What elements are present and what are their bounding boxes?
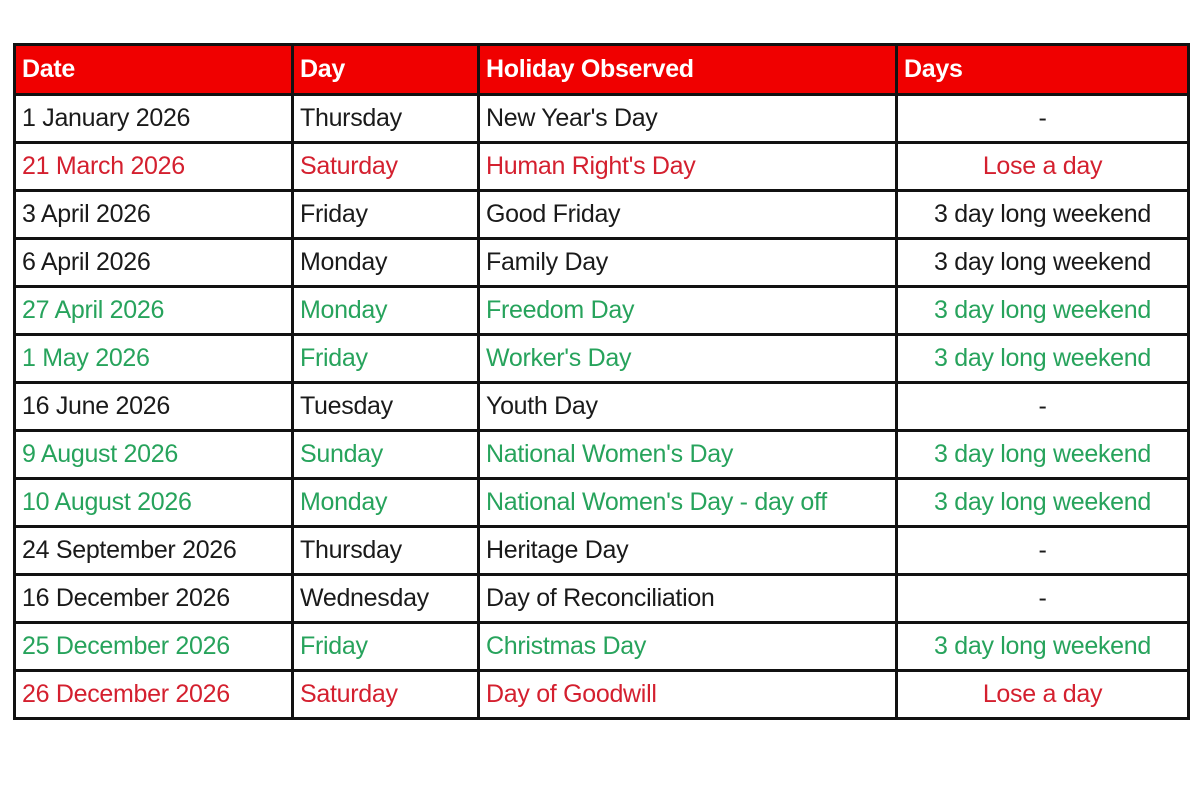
table-row bbox=[15, 287, 1189, 335]
date-cell: 27 April 2026 bbox=[15, 287, 293, 335]
date-cell: 10 August 2026 bbox=[15, 479, 293, 527]
header-row bbox=[15, 45, 1189, 95]
days-cell: 3 day long weekend bbox=[897, 479, 1189, 527]
holiday-cell: Christmas Day bbox=[479, 623, 897, 671]
table-row bbox=[15, 95, 1189, 143]
header-holiday: Holiday Observed bbox=[479, 45, 897, 95]
header-days: Days bbox=[897, 45, 1189, 95]
table-row bbox=[15, 671, 1189, 719]
day-cell: Thursday bbox=[293, 527, 479, 575]
table-row bbox=[15, 623, 1189, 671]
date-cell: 26 December 2026 bbox=[15, 671, 293, 719]
day-cell: Saturday bbox=[293, 671, 479, 719]
days-cell: Lose a day bbox=[897, 143, 1189, 191]
date-cell: 3 April 2026 bbox=[15, 191, 293, 239]
days-cell: - bbox=[897, 575, 1189, 623]
days-cell: - bbox=[897, 527, 1189, 575]
day-cell: Thursday bbox=[293, 95, 479, 143]
date-cell: 1 May 2026 bbox=[15, 335, 293, 383]
day-cell: Wednesday bbox=[293, 575, 479, 623]
date-cell: 25 December 2026 bbox=[15, 623, 293, 671]
days-cell: 3 day long weekend bbox=[897, 623, 1189, 671]
table-row bbox=[15, 335, 1189, 383]
holiday-cell: Family Day bbox=[479, 239, 897, 287]
day-cell: Monday bbox=[293, 239, 479, 287]
days-cell: - bbox=[897, 383, 1189, 431]
header-day: Day bbox=[293, 45, 479, 95]
table-row bbox=[15, 479, 1189, 527]
day-cell: Monday bbox=[293, 479, 479, 527]
date-cell: 16 June 2026 bbox=[15, 383, 293, 431]
table-row bbox=[15, 575, 1189, 623]
day-cell: Tuesday bbox=[293, 383, 479, 431]
days-cell: 3 day long weekend bbox=[897, 335, 1189, 383]
table-row bbox=[15, 239, 1189, 287]
header-date: Date bbox=[15, 45, 293, 95]
day-cell: Sunday bbox=[293, 431, 479, 479]
date-cell: 1 January 2026 bbox=[15, 95, 293, 143]
holiday-cell: Day of Goodwill bbox=[479, 671, 897, 719]
holiday-cell: Heritage Day bbox=[479, 527, 897, 575]
table-row bbox=[15, 527, 1189, 575]
holiday-table bbox=[13, 43, 1190, 720]
days-cell: 3 day long weekend bbox=[897, 287, 1189, 335]
holiday-cell: National Women's Day bbox=[479, 431, 897, 479]
holiday-cell: Worker's Day bbox=[479, 335, 897, 383]
day-cell: Friday bbox=[293, 335, 479, 383]
day-cell: Monday bbox=[293, 287, 479, 335]
days-cell: 3 day long weekend bbox=[897, 191, 1189, 239]
table-row bbox=[15, 431, 1189, 479]
holiday-cell: New Year's Day bbox=[479, 95, 897, 143]
date-cell: 24 September 2026 bbox=[15, 527, 293, 575]
date-cell: 21 March 2026 bbox=[15, 143, 293, 191]
day-cell: Saturday bbox=[293, 143, 479, 191]
days-cell: Lose a day bbox=[897, 671, 1189, 719]
table-row bbox=[15, 383, 1189, 431]
date-cell: 6 April 2026 bbox=[15, 239, 293, 287]
days-cell: 3 day long weekend bbox=[897, 431, 1189, 479]
holiday-cell: National Women's Day - day off bbox=[479, 479, 897, 527]
day-cell: Friday bbox=[293, 623, 479, 671]
table-row bbox=[15, 191, 1189, 239]
table-row bbox=[15, 143, 1189, 191]
days-cell: - bbox=[897, 95, 1189, 143]
date-cell: 16 December 2026 bbox=[15, 575, 293, 623]
days-cell: 3 day long weekend bbox=[897, 239, 1189, 287]
day-cell: Friday bbox=[293, 191, 479, 239]
holiday-cell: Good Friday bbox=[479, 191, 897, 239]
holiday-cell: Day of Reconciliation bbox=[479, 575, 897, 623]
holiday-cell: Human Right's Day bbox=[479, 143, 897, 191]
holiday-cell: Youth Day bbox=[479, 383, 897, 431]
date-cell: 9 August 2026 bbox=[15, 431, 293, 479]
holiday-cell: Freedom Day bbox=[479, 287, 897, 335]
